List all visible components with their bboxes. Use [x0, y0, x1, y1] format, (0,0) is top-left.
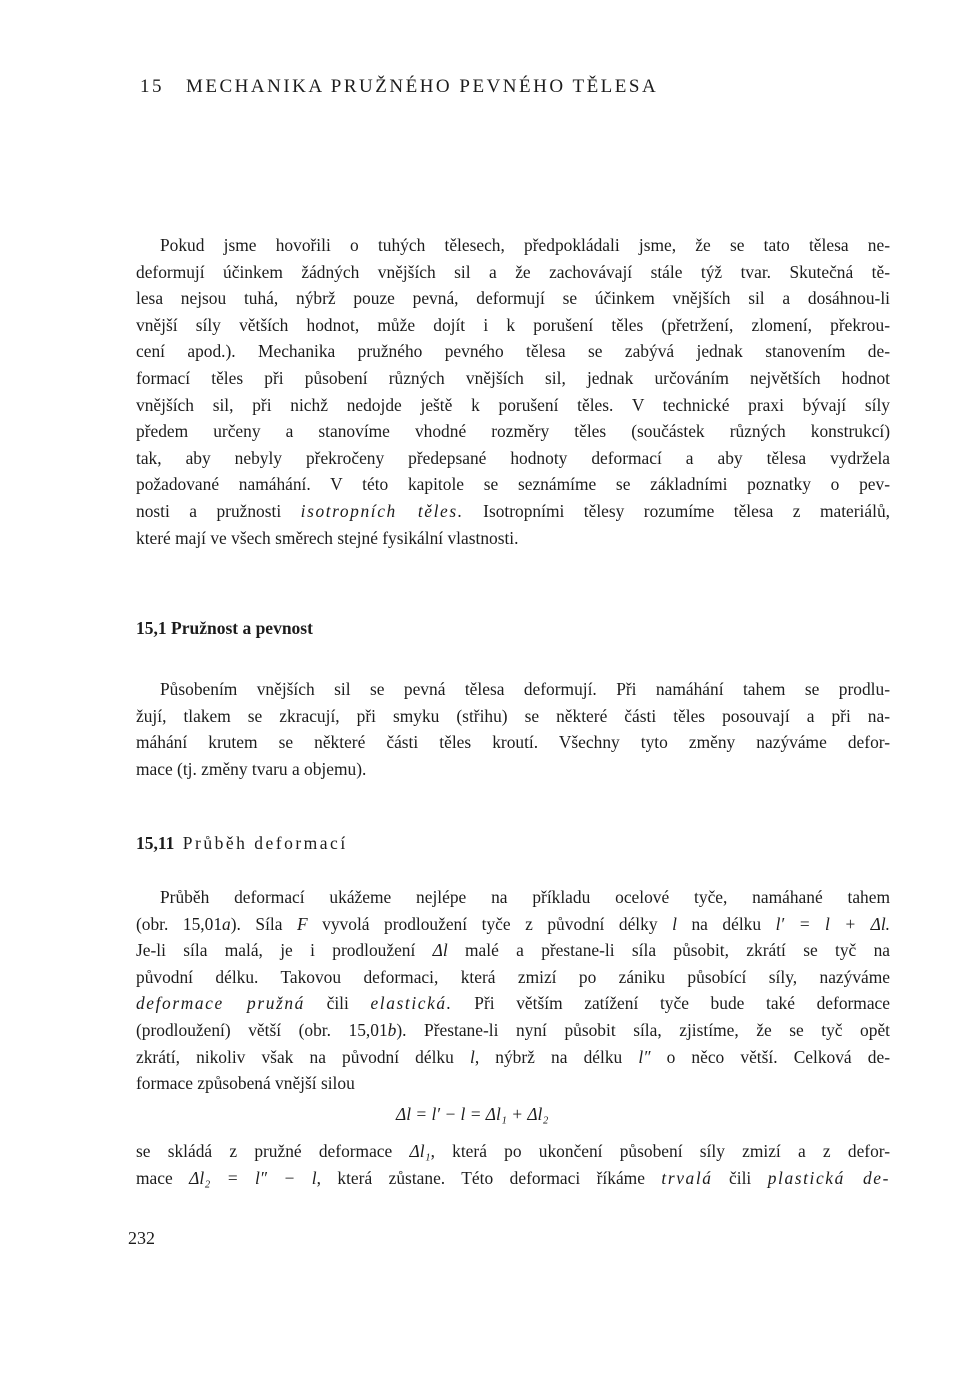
text-line: nosti a pružnosti isotropních těles. Isotropními tělesy rozumíme tělesa z materiálů, [136, 500, 890, 521]
text-line: mace Δl₂ = l″ − l, která zůstane. Této deformaci říkáme trvalá čili plastická de- [136, 1167, 891, 1188]
text-line: deformace pružná čili elastická. Při větším zatížení tyče bude také deformace [136, 993, 890, 1014]
section-title: Pružnost a pevnost [171, 618, 313, 638]
text-line: cení apod.). Mechanika pružného pevného tělesa se zabývá jednak stanovením de- [136, 341, 890, 362]
text-line: se skládá z pružné deformace Δl₁, která po ukončení působení síly zmizí a z defor- [136, 1141, 891, 1161]
term-elastic: deformace pružná [136, 993, 305, 1014]
text-line: předem určeny a stanovíme vhodné rozměry těles (součástek různých konstrukcí) [136, 421, 890, 442]
section-15-1-paragraph [136, 676, 890, 782]
text-line: (obr. 15,01a). Síla F vyvolá prodloužení tyče z původní délky l na délku l′ = l + Δl. [136, 913, 891, 934]
text-line: formace způsobená vnější silou [136, 1073, 355, 1094]
text-line: deformují účinkem žádných vnějších sil a že zachovávají stále týž tvar. Skutečná tě- [136, 261, 890, 282]
section-15-11-paragraph [136, 884, 890, 1097]
chapter-heading [140, 76, 658, 98]
text-line: požadované namáhání. V této kapitole se seznámíme se základními poznatky o pev- [136, 474, 890, 495]
text-line: Je-li síla malá, je i prodloužení Δl malé a přestane-li síla působit, zkrátí se tyč na [136, 940, 890, 961]
text-line: máhání krutem se některé části těles kroutí. Všechny tyto změny nazýváme defor- [136, 732, 890, 753]
intro-paragraph [136, 232, 890, 551]
text-line: tak, aby nebyly překročeny předepsané hodnoty deformací a aby tělesa vydržela [136, 447, 890, 468]
text-line: (prodloužení) větší (obr. 15,01b). Přestane-li nyní působit síla, zjistíme, že se tyč opět [136, 1019, 890, 1040]
text-line: formací těles při působení různých vnějších sil, jednak určováním největších hodnot [136, 367, 890, 388]
text-line: vnějších sil, při nichž nedojde ještě k porušení těles. V technické praxi bývají síly [136, 394, 890, 415]
term-isotropic: isotropních těles. [300, 500, 464, 521]
text-line: mace (tj. změny tvaru a objemu). [136, 758, 367, 779]
chapter-number: 15 [140, 76, 164, 97]
text-line: Pokud jsme hovořili o tuhých tělesech, předpokládali jsme, že se tato tělesa ne- [160, 235, 890, 255]
text-line: lesa nejsou tuhá, nýbrž pouze pevná, deformují se účinkem vnějších sil a dosáhnou-li [136, 288, 890, 309]
section-15-11-continuation [136, 1138, 890, 1191]
text-line: Působením vnějších sil se pevná tělesa deformují. Při namáhání tahem se prodlu- [160, 679, 890, 699]
text-line: žují, tlakem se zkracují, při smyku (střihu) se některé části těles posouvají a při na- [136, 705, 890, 726]
page-number: 232 [128, 1228, 155, 1248]
text-line: původní délku. Takovou deformaci, která zmizí po zániku působící síly, nazýváme [136, 966, 890, 987]
subsection-number: 15,11 [136, 833, 175, 853]
subsection-heading-15-11 [136, 833, 348, 854]
text-line: zkrátí, nikoliv však na původní délku l, nýbrž na délku l″ o něco větší. Celková de- [136, 1046, 890, 1067]
chapter-title: MECHANIKA PRUŽNÉHO PEVNÉHO TĚLESA [186, 76, 659, 97]
text-line: které mají ve všech směrech stejné fysikální vlastnosti. [136, 527, 519, 548]
subsection-title: Průběh deformací [182, 833, 348, 853]
section-heading-15-1 [136, 618, 313, 639]
formula-total-deformation: Δl = l′ − l = Δl₁ + Δl₂ [396, 1104, 549, 1124]
section-number: 15,1 [136, 618, 167, 638]
text-line: Průběh deformací ukážeme nejlépe na příkladu ocelové tyče, namáhané tahem [160, 887, 890, 907]
text-line: vnější síly větších hodnot, může dojít i k porušení těles (přetržení, zlomení, překrou- [136, 314, 890, 335]
